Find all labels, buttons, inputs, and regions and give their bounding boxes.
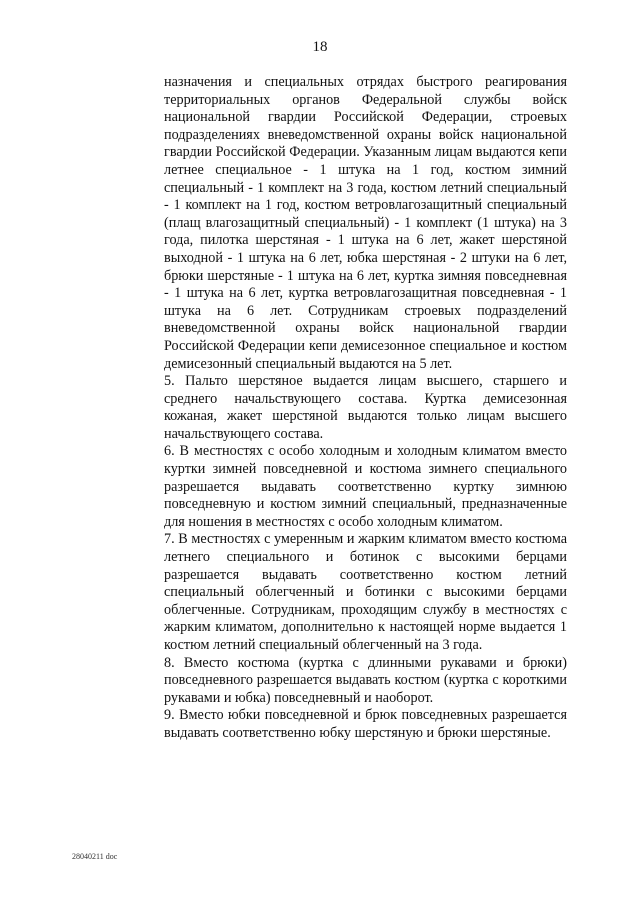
paragraph-item-6: 6. В местностях с особо холодным и холодным климатом вместо куртки зимней повседневной и костюма зимнего специального разрешается выдавать соответственно куртку зимнюю повседневную и костюм зимний специальный, предназначенные для ношения в местностях с особо холодным климатом. bbox=[164, 443, 567, 530]
paragraph-item-8: 8. Вместо костюма (куртка с длинными рукавами и брюки) повседневного разрешается выдавать костюм (куртка с короткими рукавами и юбка) повседневный и наоборот. bbox=[164, 654, 567, 706]
page-number: 18 bbox=[312, 39, 328, 55]
document-body bbox=[164, 74, 567, 743]
paragraph-item-9: 9. Вместо юбки повседневной и брюк повседневных разрешается выдавать соответственно юбку шерстяную и брюки шерстяные. bbox=[164, 707, 567, 741]
paragraph-item-7: 7. В местностях с умеренным и жарким климатом вместо костюма летнего специального и ботинок с высокими берцами разрешается выдавать соответственно костюм летний специальный облегченный и ботинки с высокими берцами облегченные. Сотрудникам, проходящим службу в местностях с жарким климатом, дополнительно к настоящей норме выдается 1 костюм летний специальный облегченный на 3 года. bbox=[164, 531, 567, 653]
document-file-reference: 28040211 doc bbox=[72, 852, 118, 861]
paragraph-item-5: 5. Пальто шерстяное выдается лицам высшего, старшего и среднего начальствующего состава. Куртка демисезонная кожаная, жакет шерстяной выдаются только лицам высшего начальствующего состава. bbox=[164, 373, 567, 442]
paragraph-continuation: назначения и специальных отрядах быстрого реагирования территориальных органов Федеральной службы войск национальной гвардии Российской Федерации, строевых подразделениях вневедомственной охраны войск национальной гвардии Российской Федерации. Указанным лицам выдаются кепи летнее специальное - 1 штука на 1 год, костюм зимний специальный - 1 комплект на 3 года, костюм летний специальный - 1 комплект на 1 год, костюм ветровлагозащитный специальный (плащ влагозащитный специальный) - 1 комплект (1 штука) на 3 года, пилотка шерстяная - 1 штука на 6 лет, жакет шерстяной выходной - 1 штука на 6 лет, юбка шерстяная - 2 штуки на 6 лет, брюки шерстяные - 1 штука на 6 лет, куртка зимняя повседневная - 1 штука на 6 лет, куртка ветровлагозащитная повседневная - 1 штука на 6 лет. Сотрудникам строевых подразделений вневедомственной охраны войск национальной гвардии Российской Федерации кепи демисезонное специальное и костюм демисезонный специальный выдаются на 5 лет. bbox=[164, 74, 567, 372]
